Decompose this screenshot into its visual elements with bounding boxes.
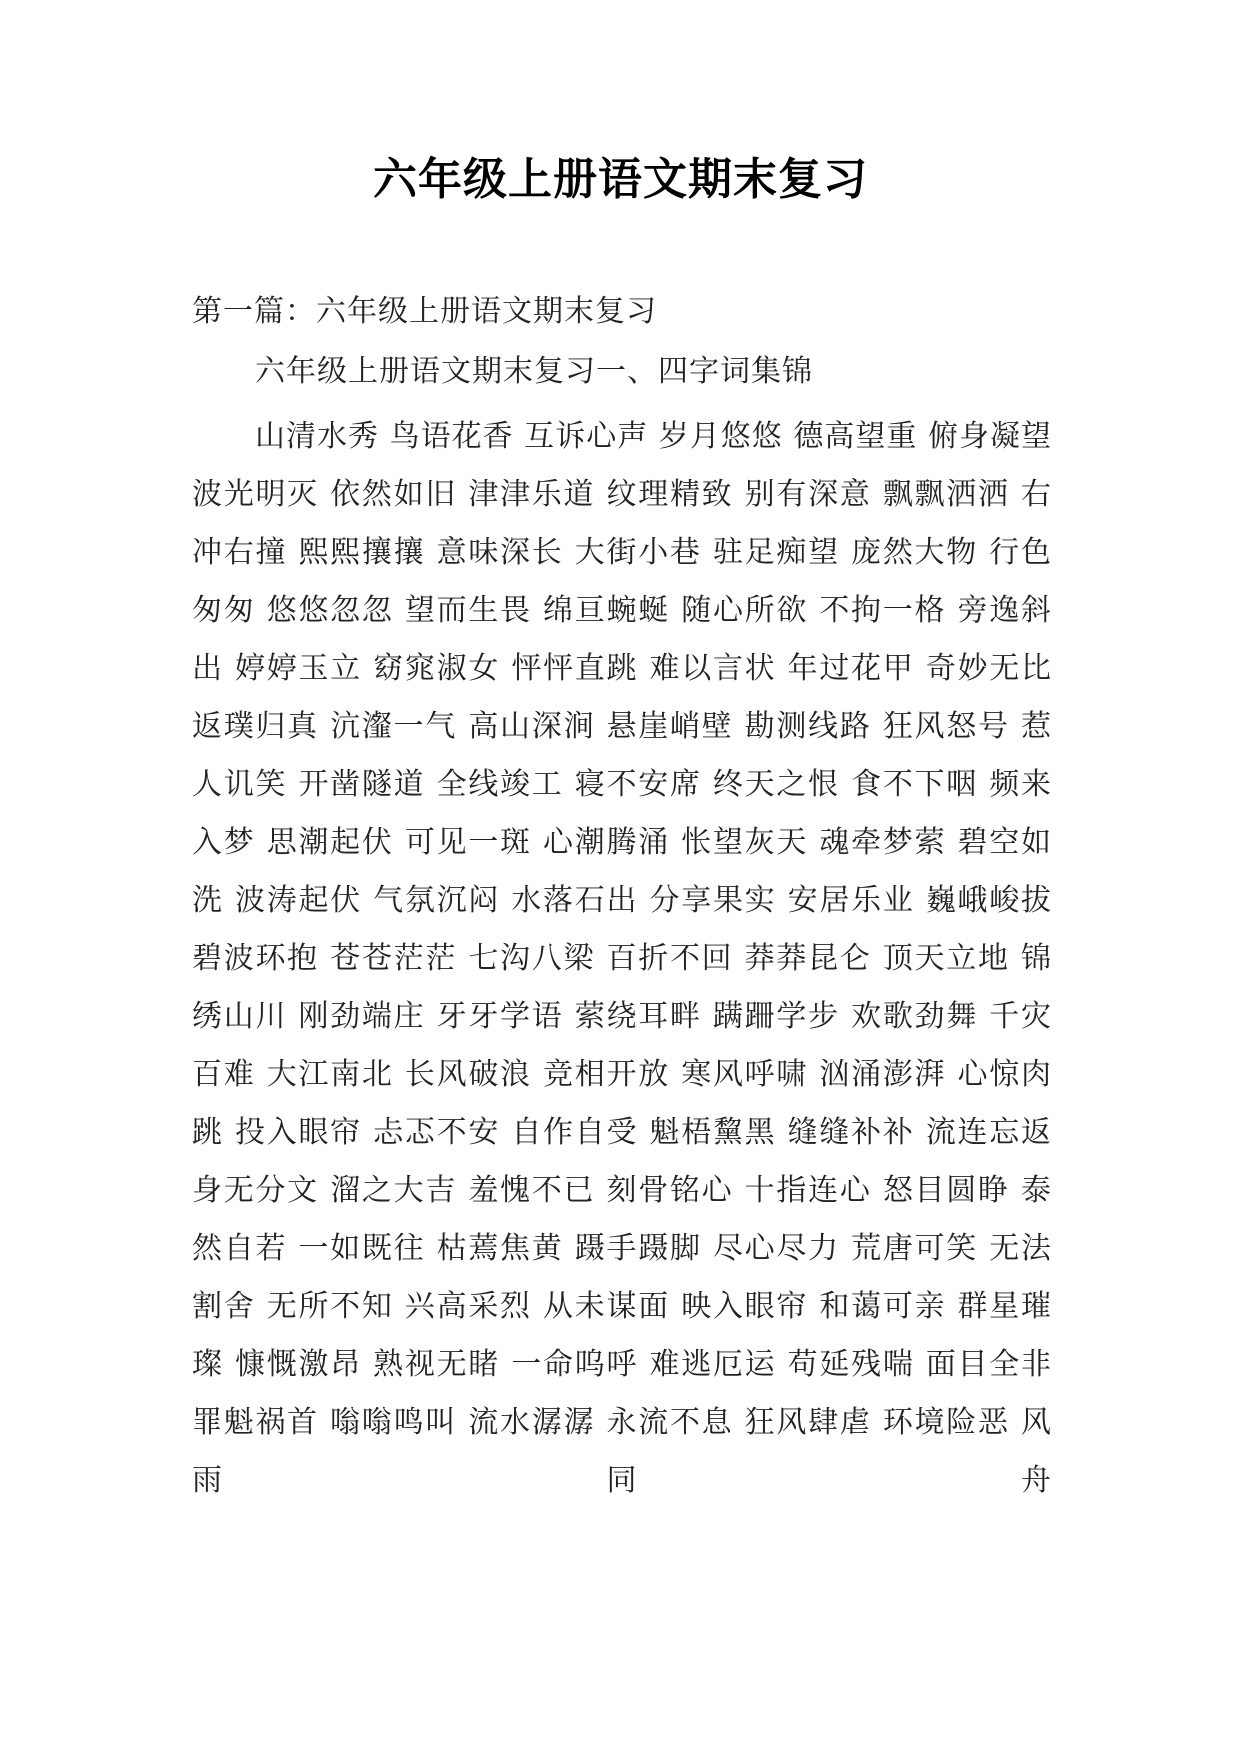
section-heading: 第一篇：六年级上册语文期末复习 bbox=[192, 294, 657, 329]
document-title: 六年级上册语文期末复习 bbox=[373, 154, 868, 205]
idiom-list-paragraph: 山清水秀 鸟语花香 互诉心声 岁月悠悠 德高望重 俯身凝望 波光明灭 依然如旧 津津乐道 纹理精致 别有深意 飘飘洒洒 右冲右撞 熙熙攘攘 意味深长 大街小巷 驻足痴望 庞然大物 行色匆匆 悠悠忽忽 望而生畏 绵亘蜿蜒 随心所欲 不拘一格 旁逸斜出 婷婷玉立 窈窕淑女 怦怦直跳 难以言状 年过花甲 奇妙无比 返璞归真 沆瀣一气 高山深涧 悬崖峭壁 勘测线路 狂风怒号 惹人讥笑 开凿隧道 全线竣工 寝不安席 终天之恨 食不下咽 频来入梦 思潮起伏 可见一斑 心潮腾涌 怅望灰天 魂牵梦萦 碧空如洗 波涛起伏 气氛沉闷 水落石出 分享果实 安居乐业 巍峨峻拔 碧波环抱 苍苍茫茫 七沟八梁 百折不回 莽莽昆仑 顶天立地 锦绣山川 刚劲端庄 牙牙学语 萦绕耳畔 蹒跚学步 欢歌劲舞 千灾百难 大江南北 长风破浪 竞相开放 寒风呼啸 汹涌澎湃 心惊肉跳 投入眼帘 忐忑不安 自作自受 魁梧黧黑 缝缝补补 流连忘返 身无分文 溜之大吉 羞愧不已 刻骨铭心 十指连心 怒目圆睁 泰然自若 一如既往 枯蔫焦黄 蹑手蹑脚 尽心尽力 荒唐可笑 无法割舍 无所不知 兴高采烈 从未谋面 映入眼帘 和蔼可亲 群星璀璨 慷慨激昂 熟视无睹 一命呜呼 难逃厄运 苟延残喘 面目全非 罪魁祸首 嗡嗡鸣叫 流水潺潺 永流不息 狂风肆虐 环境险恶 风雨同舟 bbox=[192, 419, 1052, 1498]
section-subheading: 六年级上册语文期末复习一、四字词集锦 bbox=[255, 354, 813, 389]
